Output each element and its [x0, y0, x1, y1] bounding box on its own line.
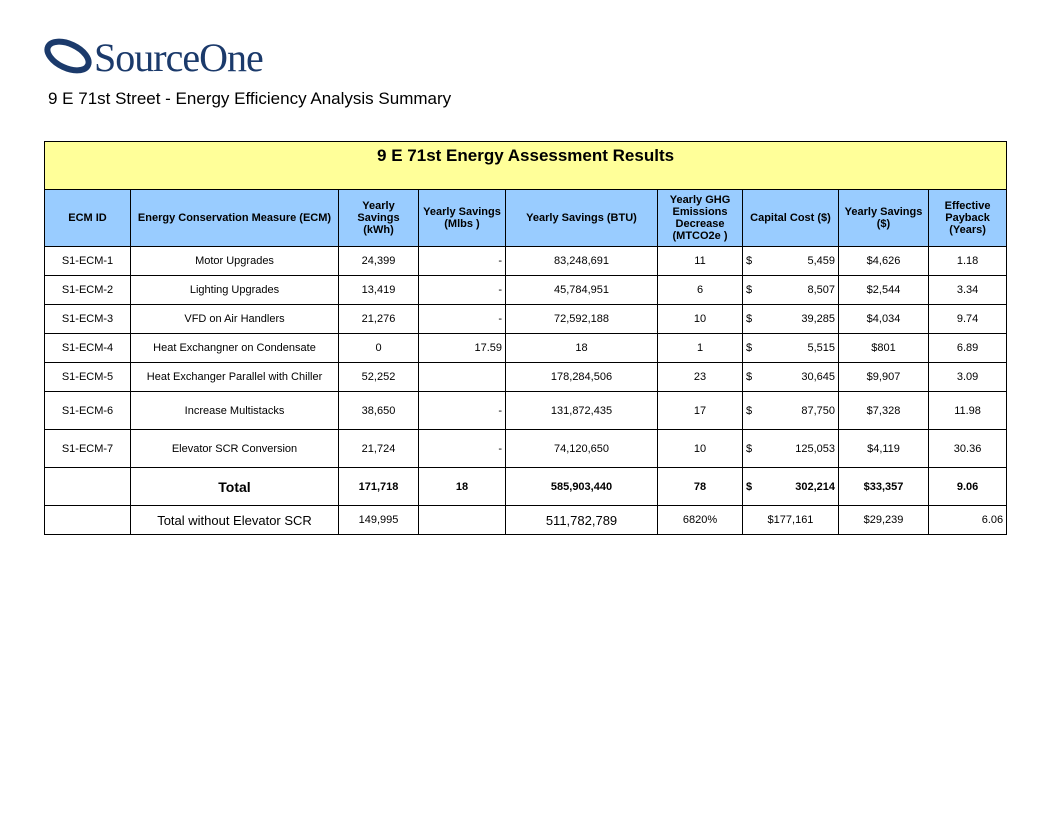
table-cell: 45,784,951 — [506, 276, 658, 305]
table-cell: - — [419, 247, 506, 276]
table-cell — [743, 334, 839, 363]
table-cell: 0 — [339, 334, 419, 363]
table-cell: Elevator SCR Conversion — [131, 430, 339, 468]
logo-text: SourceOne — [94, 35, 263, 80]
table-cell: 21,276 — [339, 305, 419, 334]
column-header: Capital Cost ($) — [743, 190, 839, 247]
table-cell: 1.18 — [929, 247, 1007, 276]
table-cell: - — [419, 392, 506, 430]
table-cell: 23 — [658, 363, 743, 392]
table-row — [45, 305, 1007, 334]
table-cell: S1-ECM-3 — [45, 305, 131, 334]
table-cell: 6.89 — [929, 334, 1007, 363]
total-row — [45, 468, 1007, 506]
currency-symbol: $ — [746, 255, 753, 267]
table-cell: 511,782,789 — [506, 506, 658, 535]
column-header: Yearly Savings (BTU) — [506, 190, 658, 247]
page-subtitle: 9 E 71st Street - Energy Efficiency Analysis Summary — [48, 89, 452, 108]
table-cell: S1-ECM-5 — [45, 363, 131, 392]
currency-symbol: $ — [746, 480, 753, 493]
table-cell: S1-ECM-1 — [45, 247, 131, 276]
column-header: Yearly Savings ($) — [839, 190, 929, 247]
table-cell: $4,626 — [839, 247, 929, 276]
table-cell: Heat Exchanger Parallel with Chiller — [131, 363, 339, 392]
column-header: Energy Conservation Measure (ECM) — [131, 190, 339, 247]
column-header: Yearly GHG Emissions Decrease (MTCO2e ) — [658, 190, 743, 247]
table-cell: 52,252 — [339, 363, 419, 392]
table-cell: $7,328 — [839, 392, 929, 430]
column-header: ECM ID — [45, 190, 131, 247]
table-cell: 78 — [658, 468, 743, 506]
table-title: 9 E 71st Energy Assessment Results — [45, 142, 1007, 190]
table-cell: 6 — [658, 276, 743, 305]
table-cell — [743, 305, 839, 334]
table-cell: - — [419, 276, 506, 305]
currency-symbol: $ — [746, 404, 753, 417]
capital-value: 8,507 — [807, 284, 835, 296]
table-cell: S1-ECM-6 — [45, 392, 131, 430]
table-cell — [743, 468, 839, 506]
table-row — [45, 276, 1007, 305]
capital-value: 87,750 — [801, 404, 835, 417]
table-cell: 9.06 — [929, 468, 1007, 506]
currency-symbol: $ — [746, 284, 753, 296]
table-cell: S1-ECM-4 — [45, 334, 131, 363]
table-cell: 72,592,188 — [506, 305, 658, 334]
table-row — [45, 247, 1007, 276]
table-cell: $801 — [839, 334, 929, 363]
table-cell: 6.06 — [929, 506, 1007, 535]
capital-value: 302,214 — [795, 480, 835, 493]
table-cell: 13,419 — [339, 276, 419, 305]
table-cell: 17 — [658, 392, 743, 430]
table-cell: 585,903,440 — [506, 468, 658, 506]
table-cell: S1-ECM-7 — [45, 430, 131, 468]
table-cell — [743, 247, 839, 276]
table-cell: 10 — [658, 430, 743, 468]
table-cell: $4,119 — [839, 430, 929, 468]
table-row — [45, 392, 1007, 430]
column-header: Yearly Savings (Mlbs ) — [419, 190, 506, 247]
table-cell: 83,248,691 — [506, 247, 658, 276]
table-cell: 149,995 — [339, 506, 419, 535]
table-cell — [45, 468, 131, 506]
table-cell: Heat Exchangner on Condensate — [131, 334, 339, 363]
table-cell: 18 — [506, 334, 658, 363]
table-cell: Motor Upgrades — [131, 247, 339, 276]
table-cell: Total — [131, 468, 339, 506]
table-cell: 3.09 — [929, 363, 1007, 392]
table-cell: 11.98 — [929, 392, 1007, 430]
table-cell: $2,544 — [839, 276, 929, 305]
table-cell: 38,650 — [339, 392, 419, 430]
table-cell: 24,399 — [339, 247, 419, 276]
table-cell: $33,357 — [839, 468, 929, 506]
capital-value: 5,459 — [807, 255, 835, 267]
table-cell: 74,120,650 — [506, 430, 658, 468]
table-row — [45, 334, 1007, 363]
table-cell — [743, 276, 839, 305]
table-cell: - — [419, 305, 506, 334]
column-header: Effective Payback (Years) — [929, 190, 1007, 247]
table-cell: Lighting Upgrades — [131, 276, 339, 305]
table-cell: 18 — [419, 468, 506, 506]
column-header: Yearly Savings (kWh) — [339, 190, 419, 247]
table-cell: Increase Multistacks — [131, 392, 339, 430]
table-cell — [419, 506, 506, 535]
table-cell: 17.59 — [419, 334, 506, 363]
capital-value: 39,285 — [801, 313, 835, 325]
table-cell: $4,034 — [839, 305, 929, 334]
table-cell: 1 — [658, 334, 743, 363]
table-cell: 6820% — [658, 506, 743, 535]
table-cell: VFD on Air Handlers — [131, 305, 339, 334]
capital-value: 125,053 — [795, 442, 835, 455]
table-cell: 30.36 — [929, 430, 1007, 468]
table-cell: S1-ECM-2 — [45, 276, 131, 305]
table-cell — [45, 506, 131, 535]
currency-symbol: $ — [746, 342, 753, 354]
table-cell: $9,907 — [839, 363, 929, 392]
currency-symbol: $ — [746, 442, 753, 455]
table-cell — [743, 363, 839, 392]
table-cell: Total without Elevator SCR — [131, 506, 339, 535]
table-cell — [419, 363, 506, 392]
total-without-elevator-row — [45, 506, 1007, 535]
table-cell: $177,161 — [743, 506, 839, 535]
capital-value: 30,645 — [801, 371, 835, 383]
table-row — [45, 363, 1007, 392]
table-cell: $29,239 — [839, 506, 929, 535]
table-cell: 11 — [658, 247, 743, 276]
table-cell: 3.34 — [929, 276, 1007, 305]
currency-symbol: $ — [746, 371, 753, 383]
table-cell: 171,718 — [339, 468, 419, 506]
capital-value: 5,515 — [807, 342, 835, 354]
table-cell — [743, 392, 839, 430]
table-row — [45, 430, 1007, 468]
table-cell: 178,284,506 — [506, 363, 658, 392]
table-cell: - — [419, 430, 506, 468]
table-cell: 9.74 — [929, 305, 1007, 334]
table-cell: 131,872,435 — [506, 392, 658, 430]
table-cell — [743, 430, 839, 468]
table-cell: 10 — [658, 305, 743, 334]
currency-symbol: $ — [746, 313, 753, 325]
sourceone-logo — [44, 36, 274, 86]
results-table — [44, 141, 1007, 535]
table-cell: 21,724 — [339, 430, 419, 468]
